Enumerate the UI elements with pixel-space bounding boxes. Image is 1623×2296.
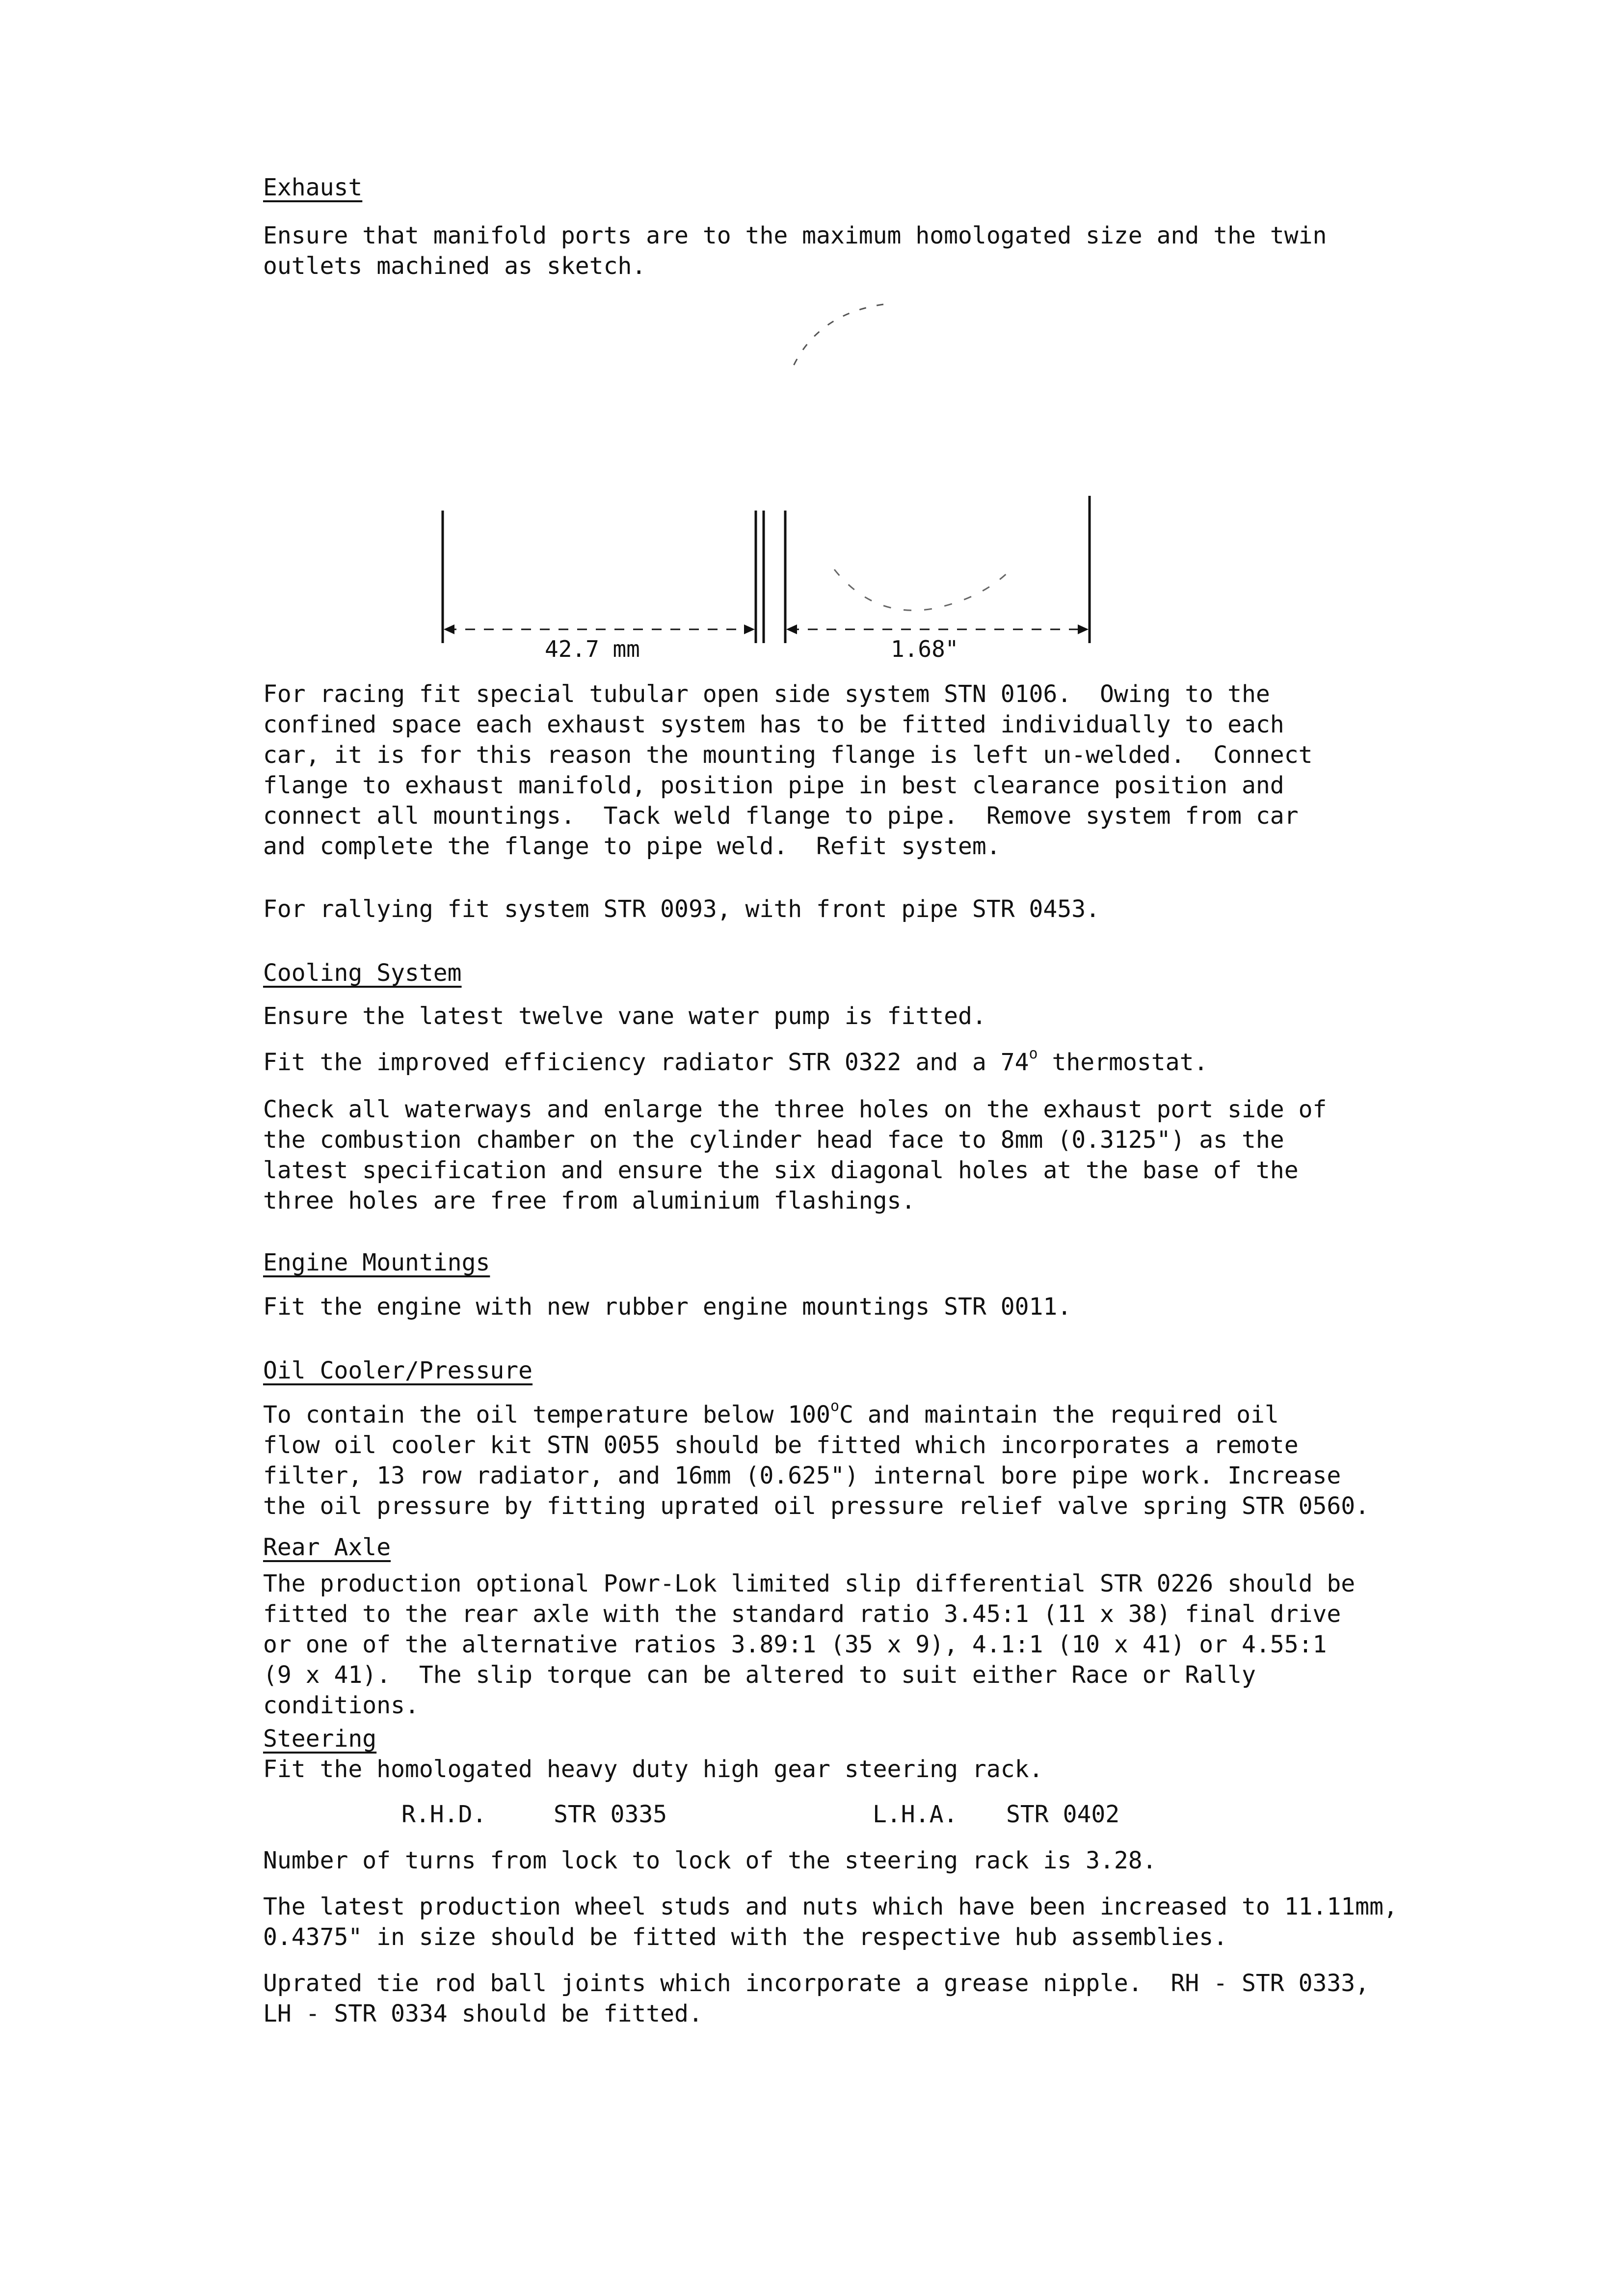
exhaust-racing-line-6: and complete the flange to pipe weld. Refit system. <box>263 833 1001 860</box>
steering-heading: Steering <box>263 1725 377 1753</box>
cooling-line-1: Ensure the latest twelve vane water pump is fitted. <box>263 1002 986 1030</box>
cooling-para-line-4: three holes are free from aluminium flashings. <box>263 1187 916 1215</box>
exhaust-outlet-sketch <box>432 285 1109 668</box>
steering-line-1: Fit the homologated heavy duty high gear steering rack. <box>263 1756 1043 1783</box>
rear-axle-line-4: (9 x 41). The slip torque can be altered to suit either Race or Rally <box>263 1661 1256 1689</box>
left-arrow-head <box>444 624 454 634</box>
steering-tie-rod-line-1: Uprated tie rod ball joints which incorporate a grease nipple. RH - STR 0333, <box>263 1970 1370 1997</box>
cooling-para-line-3: latest specification and ensure the six diagonal holes at the base of the <box>263 1157 1299 1184</box>
rear-axle-line-2: fitted to the rear axle with the standard ratio 3.45:1 (11 x 38) final drive <box>263 1600 1341 1628</box>
oil-heading: Oil Cooler/Pressure <box>263 1357 533 1384</box>
right-arrow-head <box>1078 624 1089 634</box>
cooling-line-2-tail: thermostat. <box>1038 1049 1208 1076</box>
cooling-heading: Cooling System <box>263 959 462 987</box>
oil-line-1 <box>263 1400 1279 1430</box>
cooling-para-line-2: the combustion chamber on the cylinder head face to 8mm (0.3125") as the <box>263 1126 1284 1154</box>
cooling-line-2-text: Fit the improved efficiency radiator STR 0322 and a 74 <box>263 1049 1029 1076</box>
oil-line-2: flow oil cooler kit STN 0055 should be fitted which incorporates a remote <box>263 1432 1299 1459</box>
dimension-label-left: 42.7 mm <box>545 636 640 662</box>
rhd-part: STR 0335 <box>554 1801 667 1828</box>
degree-superscript: o <box>830 1398 839 1415</box>
exhaust-racing-line-4: flange to exhaust manifold, position pipe in best clearance position and <box>263 772 1284 799</box>
lha-label: L.H.A. <box>873 1801 958 1828</box>
dimension-label-right: 1.68" <box>891 636 959 662</box>
exhaust-heading: Exhaust <box>263 174 363 201</box>
outlet-arc-top <box>790 304 883 373</box>
rear-axle-line-1: The production optional Powr-Lok limited slip differential STR 0226 should be <box>263 1570 1356 1597</box>
steering-studs-line-1: The latest production wheel studs and nuts which have been increased to 11.11mm, <box>263 1893 1398 1920</box>
oil-line-1-tail: C and maintain the required oil <box>839 1401 1279 1429</box>
exhaust-rallying-line: For rallying fit system STR 0093, with front pipe STR 0453. <box>263 895 1100 923</box>
oil-line-1-text: To contain the oil temperature below 100 <box>263 1401 830 1429</box>
lha-part: STR 0402 <box>1006 1801 1120 1828</box>
outlet-arc-bottom <box>834 569 1011 610</box>
rhd-label: R.H.D. <box>401 1801 487 1828</box>
oil-line-3: filter, 13 row radiator, and 16mm (0.625") internal bore pipe work. Increase <box>263 1462 1341 1489</box>
exhaust-racing-line-2: confined space each exhaust system has to be fitted individually to each <box>263 711 1284 738</box>
engine-mountings-heading: Engine Mountings <box>263 1249 490 1276</box>
cooling-para-line-1: Check all waterways and enlarge the three holes on the exhaust port side of <box>263 1096 1327 1123</box>
middle-left-arrow-head <box>744 624 755 634</box>
exhaust-intro-line-2: outlets machined as sketch. <box>263 252 646 280</box>
rear-axle-heading: Rear Axle <box>263 1534 391 1561</box>
exhaust-intro-line-1: Ensure that manifold ports are to the maximum homologated size and the twin <box>263 222 1327 249</box>
steering-studs-line-2: 0.4375" in size should be fitted with the respective hub assemblies. <box>263 1923 1228 1951</box>
oil-line-4: the oil pressure by fitting uprated oil pressure relief valve spring STR 0560. <box>263 1492 1370 1520</box>
cooling-line-2 <box>263 1045 1208 1077</box>
exhaust-racing-line-3: car, it is for this reason the mounting flange is left un-welded. Connect <box>263 741 1313 769</box>
rear-axle-line-3: or one of the alternative ratios 3.89:1 (35 x 9), 4.1:1 (10 x 41) or 4.55:1 <box>263 1631 1327 1658</box>
rear-axle-line-5: conditions. <box>263 1692 419 1719</box>
exhaust-racing-line-5: connect all mountings. Tack weld flange to pipe. Remove system from car <box>263 802 1299 830</box>
degree-superscript: o <box>1029 1045 1038 1062</box>
middle-right-arrow-head <box>786 624 797 634</box>
steering-tie-rod-line-2: LH - STR 0334 should be fitted. <box>263 2000 703 2027</box>
engine-mountings-line: Fit the engine with new rubber engine mountings STR 0011. <box>263 1293 1072 1321</box>
exhaust-racing-line-1: For racing fit special tubular open side system STN 0106. Owing to the <box>263 680 1270 708</box>
steering-turns-line: Number of turns from lock to lock of the steering rack is 3.28. <box>263 1847 1157 1874</box>
